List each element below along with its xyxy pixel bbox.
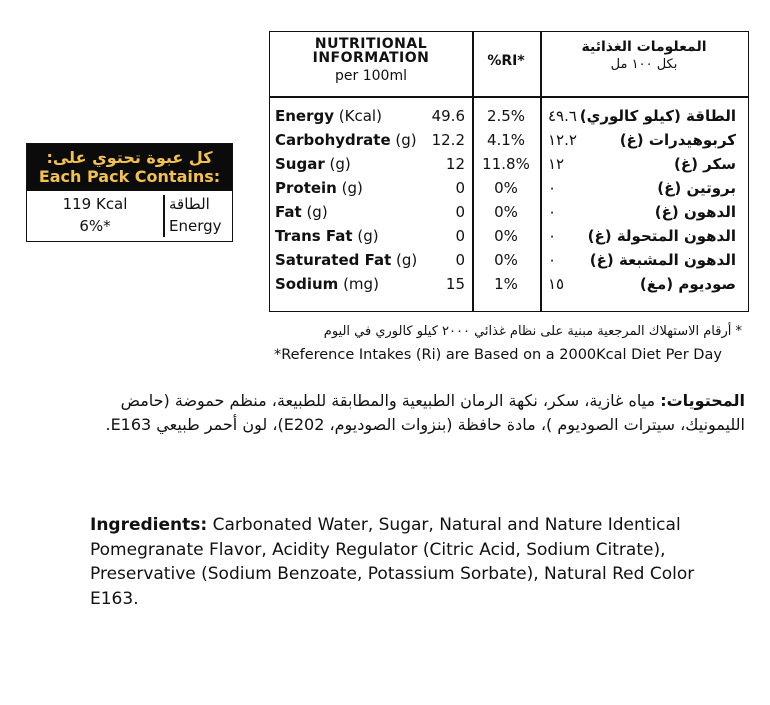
nutrition-table <box>269 31 749 312</box>
nutrient-value-ar: ٠ <box>548 251 557 269</box>
nutrient-unit: (Kcal) <box>338 107 382 125</box>
nutrient-unit: (mg) <box>343 275 379 293</box>
nutrient-name-ar: صوديوم (مغ) <box>639 275 736 293</box>
pack-values <box>27 193 163 237</box>
nutrient-value-ar: ٤٩.٦ <box>548 107 577 125</box>
nutrient-unit: (g) <box>329 155 351 173</box>
nutrient-name: Fat <box>275 203 302 221</box>
nutrient-unit: (g) <box>357 227 379 245</box>
nutrient-name: Sugar <box>275 155 325 173</box>
nutrient-name: Trans Fat <box>275 227 353 245</box>
nutrient-name: Saturated Fat <box>275 251 392 269</box>
ingredients-ar-label: المحتويات: <box>660 391 745 410</box>
nutrient-value: 0 <box>455 179 465 197</box>
header-en-sub: per 100ml <box>335 68 407 84</box>
pack-labels <box>165 193 235 237</box>
nutrient-name-ar: سكر (غ) <box>674 155 736 173</box>
nutrient-value-ar: ٠ <box>548 179 557 197</box>
header-en <box>270 37 472 85</box>
pack-label-ar: الطاقة <box>169 195 210 213</box>
nutrient-value: 49.6 <box>431 107 465 125</box>
nutrient-ri: 0% <box>494 203 518 221</box>
table-row <box>270 224 748 248</box>
nutrient-ri: 0% <box>494 227 518 245</box>
nutrient-value: 0 <box>455 251 465 269</box>
pack-body <box>27 191 232 241</box>
header-ar <box>540 38 748 74</box>
header-ar-title: المعلومات الغذائية <box>581 39 707 55</box>
nutrient-name-ar: الدهون المشبعة (غ) <box>589 251 736 269</box>
nutrient-name-ar: الدهون المتحولة (غ) <box>587 227 736 245</box>
nutrient-name-ar: الطاقة (كيلو كالوري) <box>579 107 736 125</box>
nutrient-ri: 2.5% <box>486 107 526 125</box>
ingredients-ar-text: مياه غازية، سكر، نكهة الرمان الطبيعية والمطابقة للطبيعة، منظم حموضة (حامض الليمونيك، سيترات الصوديوم )، مادة حافظة (بنزوات الصوديوم، E202)، لون أحمر طبيعي E163. <box>105 391 745 434</box>
nutrient-ri: 0% <box>494 179 518 197</box>
table-row <box>270 128 748 152</box>
ingredients-ar <box>80 389 745 437</box>
nutrient-name-ar: كربوهيدرات (غ) <box>619 131 736 149</box>
nutrient-value: 12.2 <box>431 131 465 149</box>
nutrient-value-ar: ١٢ <box>548 155 565 173</box>
ingredients-en-text: Carbonated Water, Sugar, Natural and Nature Identical Pomegranate Flavor, Acidity Regulator (Citric Acid, Sodium Citrate), Preservative (Sodium Benzoate, Potassium Sorbate), Natural Red Color E163. <box>90 515 695 609</box>
nutrient-name: Carbohydrate <box>275 131 391 149</box>
pack-title-en: Each Pack Contains: <box>38 167 221 186</box>
nutrient-ri: 0% <box>494 251 518 269</box>
header-ar-sub: بكل ١٠٠ مل <box>610 57 678 72</box>
nutrient-value-ar: ١٢.٢ <box>548 131 577 149</box>
ingredients-en-label: Ingredients: <box>90 515 208 535</box>
pack-title-ar: كل عبوة تحتوي على: <box>46 148 213 167</box>
nutrient-name: Protein <box>275 179 337 197</box>
header-ri: %RI* <box>487 53 525 69</box>
nutrient-value-ar: ٠ <box>548 203 557 221</box>
pack-header <box>27 144 232 191</box>
pack-label-en: Energy <box>169 217 222 235</box>
pack-kcal: 119 Kcal <box>62 195 128 213</box>
nutrient-value: 15 <box>445 275 465 293</box>
table-row <box>270 104 748 128</box>
nutrient-name: Sodium <box>275 275 339 293</box>
nutrient-name-ar: بروتين (غ) <box>657 179 736 197</box>
reference-note-ar: * أرقام الاستهلاك المرجعية مبنية على نظام غذائي ٢٠٠٠ كيلو كالوري في اليوم <box>323 324 742 339</box>
table-row <box>270 152 748 176</box>
header-divider <box>270 96 748 98</box>
nutrient-name: Energy <box>275 107 335 125</box>
nutrient-value-ar: ١٥ <box>548 275 565 293</box>
nutrient-value: 12 <box>445 155 465 173</box>
pack-contains-box <box>26 143 233 242</box>
nutrient-ri: 11.8% <box>482 155 530 173</box>
nutrient-unit: (g) <box>341 179 363 197</box>
pack-ri: 6%* <box>79 217 111 235</box>
table-row <box>270 176 748 200</box>
nutrient-value: 0 <box>455 227 465 245</box>
nutrient-value-ar: ٠ <box>548 227 557 245</box>
nutrient-ri: 4.1% <box>486 131 526 149</box>
nutrient-name-ar: الدهون (غ) <box>654 203 736 221</box>
nutrient-ri: 1% <box>494 275 518 293</box>
nutrient-unit: (g) <box>396 251 418 269</box>
ingredients-en <box>90 513 730 611</box>
table-row <box>270 248 748 272</box>
nutrient-value: 0 <box>455 203 465 221</box>
nutrient-unit: (g) <box>395 131 417 149</box>
nutrient-unit: (g) <box>306 203 328 221</box>
reference-note-en: *Reference Intakes (Ri) are Based on a 2000Kcal Diet Per Day <box>274 347 722 363</box>
header-en-title: NUTRITIONAL INFORMATION <box>312 36 430 66</box>
table-row <box>270 272 748 296</box>
table-row <box>270 200 748 224</box>
